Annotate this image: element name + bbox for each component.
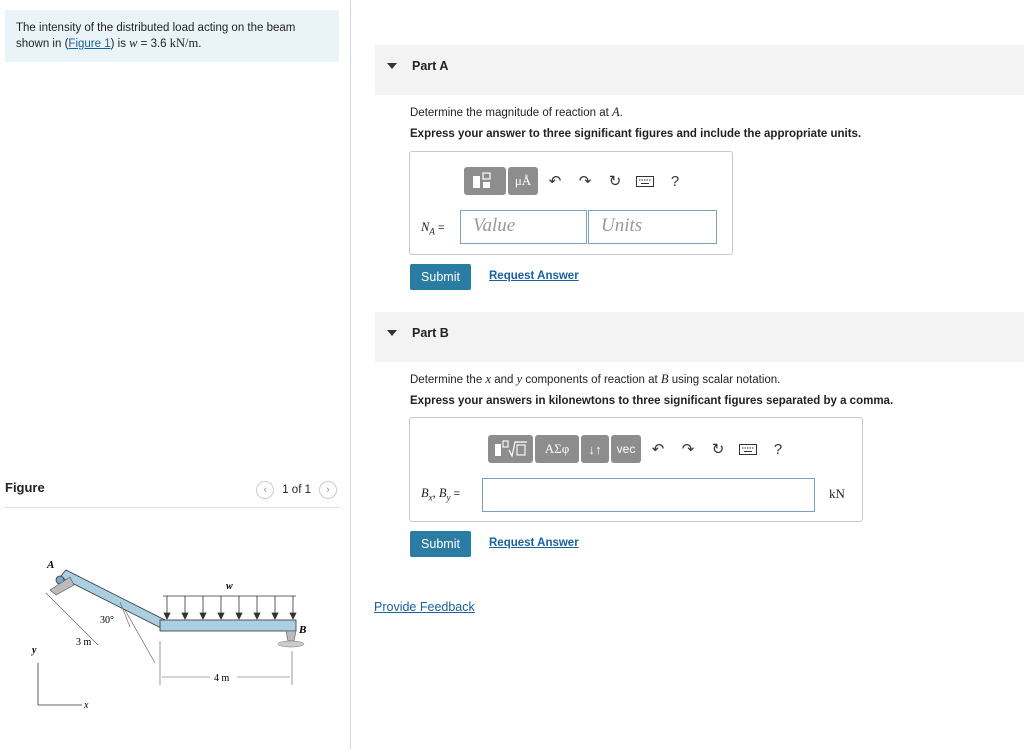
caret-down-icon	[387, 330, 397, 336]
part-b-submit-button[interactable]: Submit	[410, 531, 471, 557]
bx-by-input[interactable]	[482, 478, 815, 512]
prev-figure-button[interactable]	[256, 481, 274, 499]
label-4m: 4 m	[214, 673, 230, 684]
part-a-header[interactable]	[375, 45, 1024, 95]
figure-header	[5, 477, 339, 508]
problem-statement	[5, 10, 339, 62]
units-button[interactable]: μÅ	[508, 167, 538, 195]
support-b-base	[278, 641, 304, 647]
greek-symbols-button[interactable]: ΑΣφ	[535, 435, 579, 463]
chevron-right-icon: ›	[326, 484, 330, 496]
beam-figure	[30, 555, 320, 715]
problem-text: The intensity of the distributed load acting on the beam shown in (	[16, 22, 296, 50]
undo-icon[interactable]: ↶	[651, 441, 665, 458]
units-input[interactable]: Units	[588, 210, 717, 244]
kn-unit-label: kN	[829, 486, 845, 501]
part-b-answer-box	[409, 417, 863, 522]
provide-feedback-link[interactable]: Provide Feedback	[374, 600, 475, 614]
bx-by-label: $B_x$, $B_y$ =	[421, 486, 461, 503]
na-label: $N_A$ =	[421, 220, 445, 237]
keyboard-icon[interactable]	[630, 167, 660, 195]
redo-icon[interactable]: ↷	[681, 441, 695, 458]
label-w: w	[226, 581, 233, 592]
problem-value: = 3.6	[137, 38, 170, 50]
sqrt-template-icon	[494, 440, 527, 458]
problem-period: .	[198, 38, 202, 50]
part-a-request-answer-link[interactable]: Request Answer	[489, 270, 579, 282]
label-x: x	[84, 700, 89, 711]
keyboard-icon[interactable]	[733, 435, 763, 463]
figure-title: Figure	[5, 480, 45, 495]
next-figure-button[interactable]	[319, 481, 337, 499]
label-y: y	[32, 645, 37, 656]
part-b-toolbar	[488, 435, 793, 463]
caret-down-icon	[387, 63, 397, 69]
w-variable: w	[129, 36, 138, 50]
part-a-instruction: Express your answer to three significant figures and include the appropriate units.	[410, 128, 862, 140]
part-a-submit-button[interactable]: Submit	[410, 264, 471, 290]
template-button[interactable]	[488, 435, 533, 463]
help-icon[interactable]: ?	[670, 172, 680, 190]
part-a-question: Determine the magnitude of reaction at A.	[410, 105, 623, 119]
label-b: B	[299, 624, 307, 636]
help-icon[interactable]: ?	[773, 440, 783, 458]
part-a-title: Part A	[412, 59, 449, 73]
figure-pager	[256, 481, 337, 499]
redo-icon[interactable]: ↷	[578, 173, 592, 190]
chevron-left-icon: ‹	[263, 484, 268, 496]
figure-link[interactable]: Figure 1	[68, 38, 111, 50]
undo-icon[interactable]: ↶	[548, 173, 562, 190]
label-a: A	[47, 559, 55, 571]
part-b-title: Part B	[412, 326, 449, 340]
part-a-toolbar	[464, 167, 690, 195]
fraction-template-icon	[472, 172, 498, 190]
load-arrows	[164, 596, 296, 619]
left-panel	[0, 0, 348, 749]
panel-divider	[350, 0, 351, 749]
subscript-button[interactable]: ↓↑	[581, 435, 609, 463]
problem-text-2: ) is	[110, 38, 130, 50]
problem-unit: kN/m	[169, 36, 199, 50]
horizontal-beam	[160, 620, 296, 631]
part-a-answer-box	[409, 151, 733, 255]
part-b-request-answer-link[interactable]: Request Answer	[489, 537, 579, 549]
label-3m: 3 m	[76, 637, 92, 648]
support-b	[286, 631, 296, 641]
pager-text: 1 of 1	[282, 484, 311, 496]
part-b-question: Determine the x and y components of reaction at B using scalar notation.	[410, 372, 781, 386]
part-b-header[interactable]	[375, 312, 1024, 362]
reset-icon[interactable]: ↻	[608, 173, 622, 190]
template-button[interactable]	[464, 167, 506, 195]
label-angle: 30°	[100, 615, 114, 626]
reset-icon[interactable]: ↻	[711, 441, 725, 458]
part-b-instruction: Express your answers in kilonewtons to three significant figures separated by a comma.	[410, 395, 894, 407]
vector-button[interactable]: vec	[611, 435, 641, 463]
value-input[interactable]: Value	[460, 210, 587, 244]
